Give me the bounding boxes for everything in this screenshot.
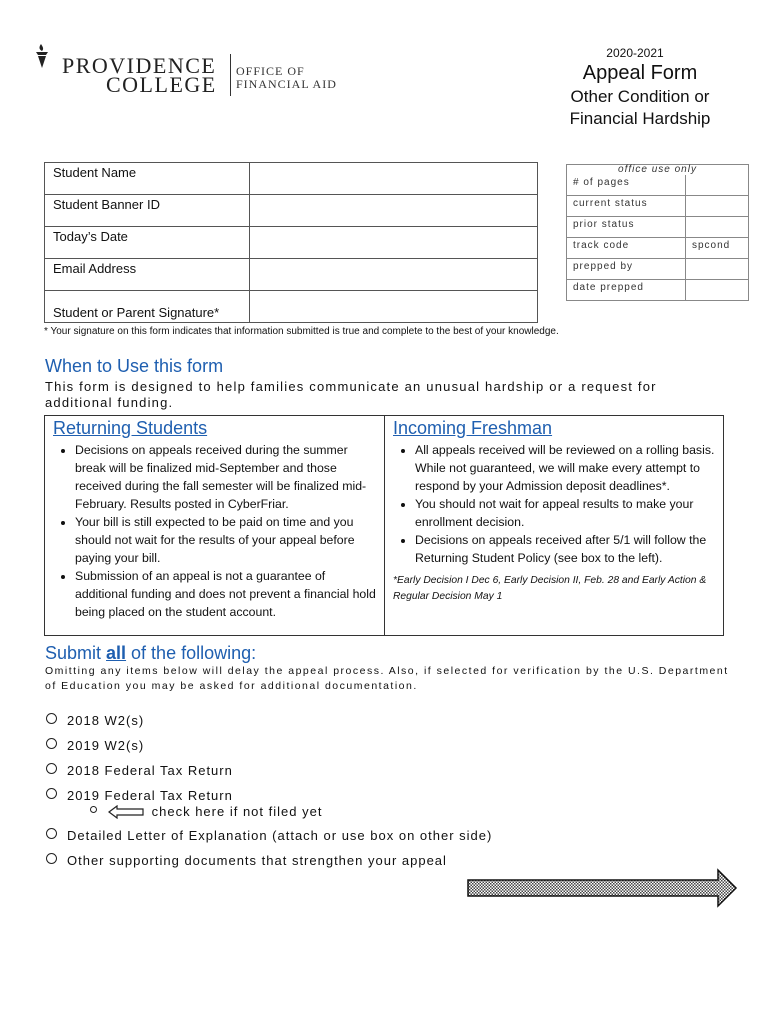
checklist-label: Other supporting documents that strengthen your appeal xyxy=(67,853,447,868)
checklist-label: 2019 Federal Tax Return xyxy=(67,788,233,803)
college-logo xyxy=(34,44,346,96)
logo-college: COLLEGE xyxy=(106,72,217,97)
logo-divider xyxy=(230,54,231,96)
list-item: • Decisions on appeals received during the summer break will be finalized mid-September and those received during the fall semester will be finalized mid-February. Results posted in CyberFriar. xyxy=(75,441,376,513)
incoming-freshman-column xyxy=(385,416,723,635)
list-item: • All appeals received will be reviewed on a rolling basis. While not guaranteed, we will make every attempt to respond by your Admission deposit deadlines*. xyxy=(415,441,715,495)
freshman-heading: Incoming Freshman xyxy=(393,418,553,438)
student-name-label: Student Name xyxy=(45,163,250,195)
signature-label: Student or Parent Signature* xyxy=(45,291,250,323)
circle-checkbox-icon[interactable] xyxy=(46,763,57,774)
track-code-label: track code xyxy=(567,238,686,259)
track-code-value: spcond xyxy=(686,238,749,259)
todays-date-label: Today’s Date xyxy=(45,227,250,259)
logo-office-line2: FINANCIAL AID xyxy=(236,77,337,91)
not-filed-label: check here if not filed yet xyxy=(151,804,323,819)
freshman-list xyxy=(393,441,715,567)
checklist-item-2018-w2[interactable] xyxy=(46,711,492,736)
signature-note: * Your signature on this form indicates that information submitted is true and complete to the best of your knowledge. xyxy=(44,326,559,337)
academic-year: 2020-2021 xyxy=(606,46,664,60)
student-info-table xyxy=(44,162,538,323)
when-text: This form is designed to help families communicate an unusual hardship or a request for additional funding. xyxy=(45,379,657,410)
submit-heading xyxy=(45,643,256,664)
logo-providence: PROVIDENCE xyxy=(62,53,217,78)
office-use-caption: office use only xyxy=(567,165,749,176)
early-decision-note: *Early Decision I Dec 6, Early Decision II, Feb. 28 and Early Action & Regular Decision May 1 xyxy=(393,575,707,602)
circle-checkbox-icon[interactable] xyxy=(46,713,57,724)
circle-checkbox-icon[interactable] xyxy=(46,788,57,799)
date-prepped-value xyxy=(686,280,749,301)
small-circle-checkbox-icon[interactable] xyxy=(90,806,97,813)
student-name-field[interactable] xyxy=(250,163,538,195)
subtitle-line1: Other Condition or xyxy=(570,87,710,106)
prepped-by-value xyxy=(686,259,749,280)
returning-heading: Returning Students xyxy=(53,418,208,438)
returning-students-column xyxy=(45,416,385,635)
circle-checkbox-icon[interactable] xyxy=(46,738,57,749)
list-item: • Submission of an appeal is not a guarantee of additional funding and does not prevent a financial hold being placed on the student account. xyxy=(75,567,376,621)
torch-icon xyxy=(34,44,50,74)
logo-office-line1: OFFICE OF xyxy=(236,64,305,78)
returning-list xyxy=(53,441,376,621)
circle-checkbox-icon[interactable] xyxy=(46,828,57,839)
checklist-label: Detailed Letter of Explanation (attach or use box on other side) xyxy=(67,828,493,843)
left-arrow-icon xyxy=(108,805,144,819)
submit-instructions: Omitting any items below will delay the appeal process. Also, if selected for verification by the U.S. Department of Education you may be asked for additional documentation. xyxy=(45,665,729,692)
checklist-item-letter[interactable] xyxy=(46,826,492,851)
checklist-label: 2019 W2(s) xyxy=(67,738,145,753)
form-title: Appeal Form xyxy=(582,62,698,84)
checklist-label: 2018 W2(s) xyxy=(67,713,145,728)
pages-value xyxy=(686,175,749,196)
list-item: • Decisions on appeals received after 5/1 will follow the Returning Student Policy (see box to the left). xyxy=(415,531,715,567)
circle-checkbox-icon[interactable] xyxy=(46,853,57,864)
prior-status-value xyxy=(686,217,749,238)
not-filed-option[interactable] xyxy=(90,804,322,820)
checklist-label: 2018 Federal Tax Return xyxy=(67,763,233,778)
form-subtitle xyxy=(540,86,740,130)
when-heading: When to Use this form xyxy=(45,356,224,376)
logo-office xyxy=(236,65,337,91)
submit-heading-post: of the following: xyxy=(126,643,257,663)
subtitle-line2: Financial Hardship xyxy=(569,109,711,128)
checklist-item-2019-tax-return[interactable] xyxy=(46,786,492,826)
checklist-item-2018-tax-return[interactable] xyxy=(46,761,492,786)
email-label: Email Address xyxy=(45,259,250,291)
todays-date-field[interactable] xyxy=(250,227,538,259)
submit-heading-all: all xyxy=(106,643,127,663)
date-prepped-label: date prepped xyxy=(567,280,686,301)
signature-field[interactable] xyxy=(250,291,538,323)
submit-heading-pre: Submit xyxy=(45,643,107,663)
prior-status-label: prior status xyxy=(567,217,686,238)
pages-label: # of pages xyxy=(567,175,686,196)
list-item: • Your bill is still expected to be paid on time and you should not wait for the results of your appeal before paying your bill. xyxy=(75,513,376,567)
checklist-item-other-docs[interactable] xyxy=(46,851,492,876)
office-use-table xyxy=(566,164,749,301)
prepped-by-label: prepped by xyxy=(567,259,686,280)
current-status-label: current status xyxy=(567,196,686,217)
email-field[interactable] xyxy=(250,259,538,291)
current-status-value xyxy=(686,196,749,217)
banner-id-field[interactable] xyxy=(250,195,538,227)
right-arrow-icon xyxy=(466,868,738,908)
policy-box xyxy=(44,415,724,636)
document-checklist xyxy=(46,711,492,876)
checklist-item-2019-w2[interactable] xyxy=(46,736,492,761)
list-item: • You should not wait for appeal results to make your enrollment decision. xyxy=(415,495,715,531)
banner-id-label: Student Banner ID xyxy=(45,195,250,227)
